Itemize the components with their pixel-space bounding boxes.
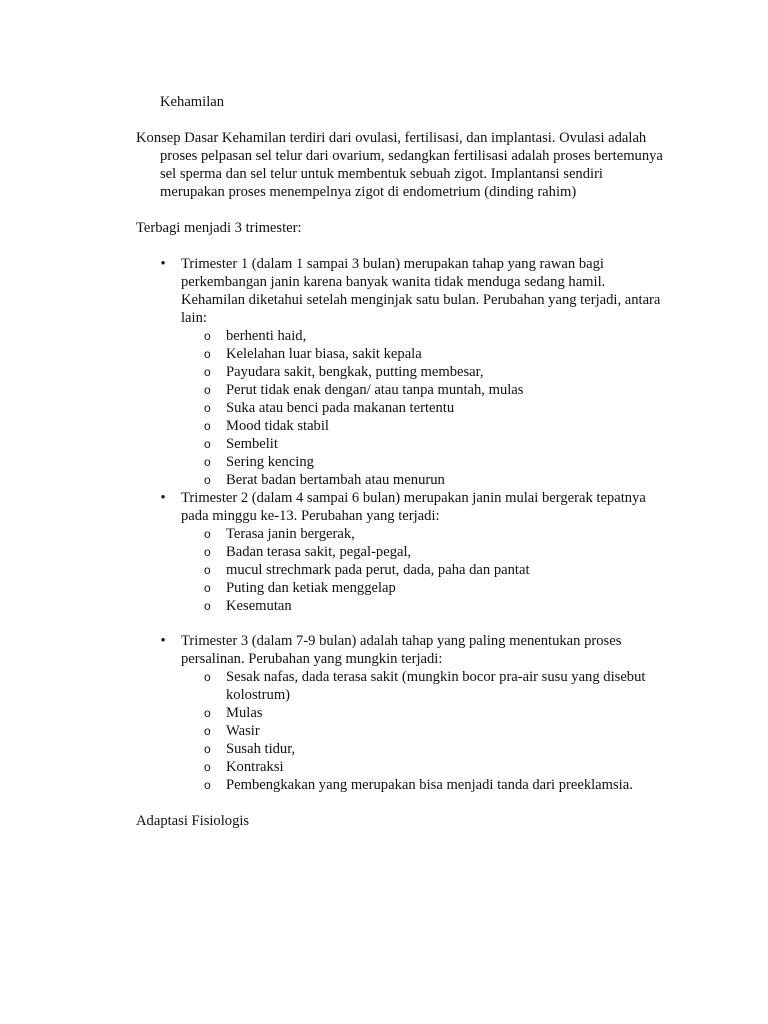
list-item: o Mulas <box>204 705 263 721</box>
list-item: o Badan terasa sakit, pegal-pegal, <box>204 544 412 560</box>
trimester-2-bullet <box>136 489 696 525</box>
list-item: o Berat badan bertambah atau menurun <box>204 472 445 488</box>
circle-bullet-icon: o <box>204 563 211 577</box>
trimester-2-list <box>136 525 696 615</box>
circle-bullet-icon: o <box>204 329 211 343</box>
intro-line: sel sperma dan sel telur untuk membentuk sebuah zigot. Implantansi sendiri <box>160 166 603 182</box>
trimester-2-line: Trimester 2 (dalam 4 sampai 6 bulan) merupakan janin mulai bergerak tepatnya <box>181 490 646 506</box>
bullet-icon: • <box>160 633 166 649</box>
circle-bullet-icon: o <box>204 778 211 792</box>
document-title: Kehamilan <box>160 94 225 110</box>
circle-bullet-icon: o <box>204 419 211 433</box>
list-item: o Pembengkakan yang merupakan bisa menjadi tanda dari preeklamsia. <box>204 777 633 793</box>
list-item: o Mood tidak stabil <box>204 418 329 434</box>
list-item: o Kelelahan luar biasa, sakit kepala <box>204 346 422 362</box>
trimester-3-block <box>136 632 696 794</box>
trimester-2-line: pada minggu ke-13. Perubahan yang terjadi: <box>181 508 440 524</box>
trimester-3-text <box>181 632 696 668</box>
trimester-3-list <box>136 668 696 794</box>
trimester-3-line: Trimester 3 (dalam 7-9 bulan) adalah tahap yang paling menentukan proses <box>181 633 622 649</box>
next-section-heading: Adaptasi Fisiologis <box>136 813 250 829</box>
trimester-1-list <box>136 327 696 489</box>
circle-bullet-icon: o <box>204 455 211 469</box>
trimester-1-bullet <box>136 255 696 327</box>
trimester-1-text <box>181 255 696 327</box>
trimester-2-block <box>136 489 696 615</box>
circle-bullet-icon: o <box>204 473 211 487</box>
trimester-3-bullet <box>136 632 696 668</box>
circle-bullet-icon: o <box>204 383 211 397</box>
intro-paragraph <box>136 129 696 201</box>
bullet-icon: • <box>160 256 166 272</box>
circle-bullet-icon: o <box>204 347 211 361</box>
circle-bullet-icon: o <box>204 599 211 613</box>
list-item: o Perut tidak enak dengan/ atau tanpa muntah, mulas <box>204 382 524 398</box>
intro-line: proses pelpasan sel telur dari ovarium, sedangkan fertilisasi adalah proses bertemunya <box>160 148 663 164</box>
list-item: o Sembelit <box>204 436 278 452</box>
list-item: o Kontraksi <box>204 759 284 775</box>
trimester-2-text <box>181 489 696 525</box>
list-item: o Terasa janin bergerak, <box>204 526 355 542</box>
list-item: o Puting dan ketiak menggelap <box>204 580 396 596</box>
circle-bullet-icon: o <box>204 527 211 541</box>
circle-bullet-icon: o <box>204 545 211 559</box>
list-item: o Wasir <box>204 723 260 739</box>
circle-bullet-icon: o <box>204 581 211 595</box>
trimester-1-line: lain: <box>181 310 207 326</box>
list-item: o Sering kencing <box>204 454 314 470</box>
intro-line: merupakan proses menempelnya zigot di endometrium (dinding rahim) <box>160 184 577 200</box>
circle-bullet-icon: o <box>204 724 211 738</box>
circle-bullet-icon: o <box>204 706 211 720</box>
trimester-1-line: perkembangan janin karena banyak wanita tidak menduga sedang hamil. <box>181 274 606 290</box>
trimester-1-block <box>136 255 696 489</box>
circle-bullet-icon: o <box>204 670 211 684</box>
list-item: o Kesemutan <box>204 598 292 614</box>
list-item: o Susah tidur, <box>204 741 296 757</box>
list-item: o berhenti haid, <box>204 328 307 344</box>
trimester-1-line: Trimester 1 (dalam 1 sampai 3 bulan) merupakan tahap yang rawan bagi <box>181 256 604 272</box>
list-item: o Payudara sakit, bengkak, putting membesar, <box>204 364 484 380</box>
bullet-icon: • <box>160 490 166 506</box>
trimester-1-line: Kehamilan diketahui setelah menginjak satu bulan. Perubahan yang terjadi, antara <box>181 292 661 308</box>
trimester-heading: Terbagi menjadi 3 trimester: <box>136 220 302 236</box>
circle-bullet-icon: o <box>204 742 211 756</box>
circle-bullet-icon: o <box>204 401 211 415</box>
circle-bullet-icon: o <box>204 437 211 451</box>
circle-bullet-icon: o <box>204 760 211 774</box>
circle-bullet-icon: o <box>204 365 211 379</box>
list-item: o mucul strechmark pada perut, dada, paha dan pantat <box>204 562 530 578</box>
intro-line: Konsep Dasar Kehamilan terdiri dari ovulasi, fertilisasi, dan implantasi. Ovulasi adalah <box>136 130 647 146</box>
list-item: o Suka atau benci pada makanan tertentu <box>204 400 455 416</box>
trimester-3-line: persalinan. Perubahan yang mungkin terjadi: <box>181 651 443 667</box>
list-item: o Sesak nafas, dada terasa sakit (mungkin bocor pra-air susu yang disebut kolostrum) <box>204 669 646 703</box>
